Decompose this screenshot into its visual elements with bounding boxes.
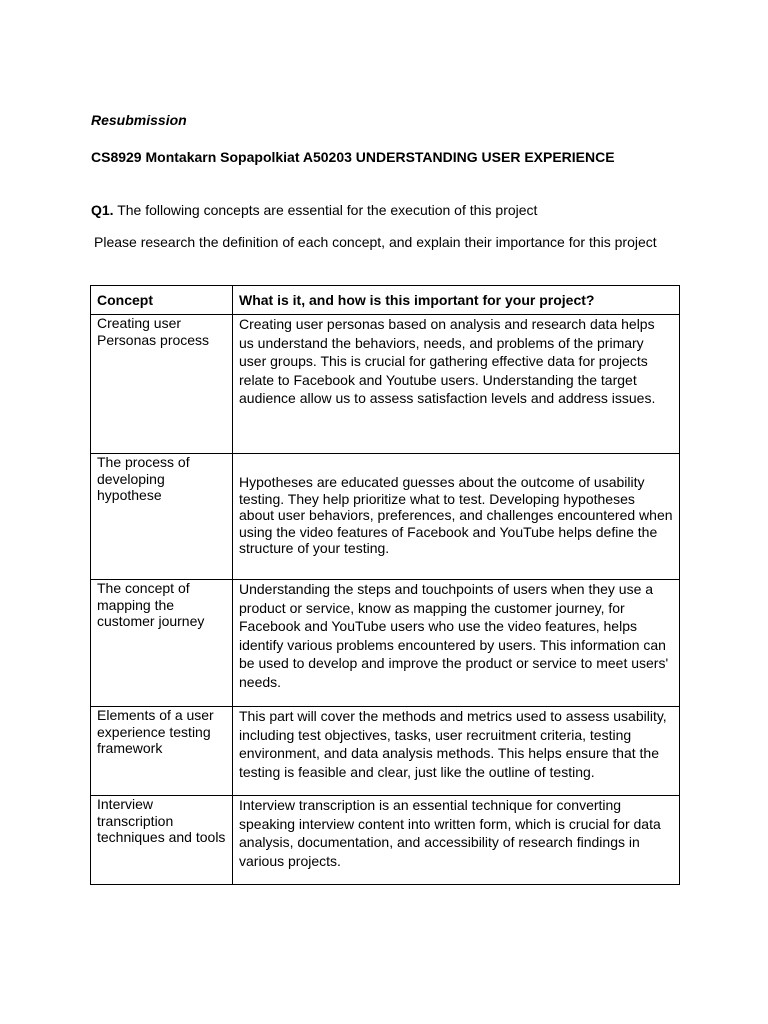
document-heading: CS8929 Montakarn Sopapolkiat A50203 UNDERSTANDING USER EXPERIENCE: [91, 149, 615, 165]
table-row: [91, 580, 680, 707]
concepts-table: [90, 285, 680, 885]
concept-cell: Interview transcription techniques and tools: [91, 796, 233, 885]
table-row: [91, 796, 680, 885]
resubmission-label: Resubmission: [91, 112, 187, 128]
table-row: [91, 315, 680, 454]
concept-cell: Creating user Personas process: [91, 315, 233, 454]
instruction-text: Please research the definition of each concept, and explain their importance for this project: [94, 234, 657, 250]
description-cell: Hypotheses are educated guesses about the outcome of usability testing. They help prioritize what to test. Developing hypotheses about user behaviors, preferences, and challenges encountered when using the video features of Facebook and YouTube helps define the structure of your testing.: [233, 454, 680, 580]
description-cell: This part will cover the methods and metrics used to assess usability, including test objectives, tasks, user recruitment criteria, testing environment, and data analysis methods. This helps ensure that the testing is feasible and clear, just like the outline of testing.: [233, 707, 680, 796]
question-line: [91, 202, 537, 219]
description-cell: Understanding the steps and touchpoints of users when they use a product or service, know as mapping the customer journey, for Facebook and YouTube users who use the video features, helps identify various problems encountered by users. This information can be used to develop and improve the product or service to meet users' needs.: [233, 580, 680, 707]
concept-cell: The concept of mapping the customer journey: [91, 580, 233, 707]
column-header-description: What is it, and how is this important for your project?: [233, 286, 680, 315]
description-cell: Interview transcription is an essential technique for converting speaking interview content into written form, which is crucial for data analysis, documentation, and accessibility of research findings in various projects.: [233, 796, 680, 885]
concept-cell: The process of developing hypothese: [91, 454, 233, 580]
concept-cell: Elements of a user experience testing framework: [91, 707, 233, 796]
question-label: Q1.: [91, 202, 114, 218]
column-header-concept: Concept: [91, 286, 233, 315]
question-text: The following concepts are essential for the execution of this project: [113, 202, 538, 218]
table-row: [91, 707, 680, 796]
table-header-row: [91, 286, 680, 315]
table-row: [91, 454, 680, 580]
description-cell: Creating user personas based on analysis and research data helps us understand the behaviors, needs, and problems of the primary user groups. This is crucial for gathering effective data for projects relate to Facebook and Youtube users. Understanding the target audience allow us to assess satisfaction levels and address issues.: [233, 315, 680, 454]
